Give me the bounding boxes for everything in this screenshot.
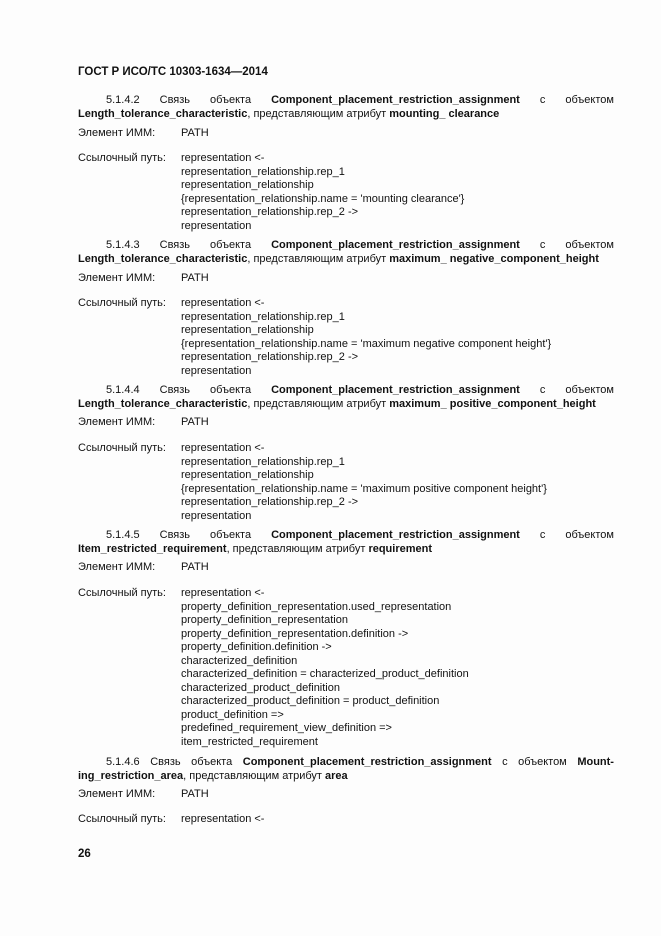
attribute-name: requirement [368,543,433,555]
attribute-name: maximum_ negative_component_height [389,253,599,265]
target-entity: Length_tolerance_characteristic [78,398,248,410]
attribute-name: area [325,770,348,782]
imm-element-row: Элемент ИММ: PATH [78,788,209,800]
subject-entity: Component_placement_restriction_assignment [271,94,520,106]
section-number: 5.1.4.4 [106,384,140,396]
attribute-name: maximum_ positive_component_height [389,398,596,410]
section-5-1-4-2-intro: 5.1.4.2 Связь объекта Component_placement_restriction_assignment с объектом Length_tolerance_characteristic, представляющим атрибут mounting_ clearance [78,94,614,120]
section-number: 5.1.4.5 [106,529,140,541]
path-lines: representation <- [181,813,265,825]
section-5-1-4-5-intro: 5.1.4.5 Связь объекта Component_placement_restriction_assignment с объектом Item_restricted_requirement, представляющим атрибут requirement [78,529,614,555]
target-entity-start: Mount- [577,756,614,768]
path-lines: representation <- representation_relationship.rep_1 representation_relationship {representation_relationship.name = 'maximum negative component height'} representation_relationship.rep_2 -> representation [181,297,552,377]
section-5-1-4-4-intro: 5.1.4.4 Связь объекта Component_placement_restriction_assignment с объектом Length_tolerance_characteristic, представляющим атрибут maximum_ positive_component_height [78,384,614,410]
subject-entity: Component_placement_restriction_assignment [242,756,492,768]
path-lines: representation <- representation_relationship.rep_1 representation_relationship {representation_relationship.name = 'maximum positive component height'} representation_relationship.rep_2 -> representation [181,442,547,522]
target-entity: Length_tolerance_characteristic [78,253,248,265]
target-entity: Length_tolerance_characteristic [78,108,248,120]
subject-entity: Component_placement_restriction_assignment [271,384,520,396]
subject-entity: Component_placement_restriction_assignment [271,529,520,541]
subject-entity: Component_placement_restriction_assignment [271,239,520,251]
section-number: 5.1.4.6 [106,756,140,768]
target-entity: Item_restricted_requirement [78,543,227,555]
imm-element-row: Элемент ИММ: PATH [78,416,209,428]
imm-element-row: Элемент ИММ: PATH [78,561,209,573]
imm-element-row: Элемент ИММ: PATH [78,272,209,284]
attribute-name: mounting_ clearance [389,108,500,120]
target-entity: ing_restriction_area [78,770,184,782]
section-5-1-4-6-intro: 5.1.4.6 Связь объекта Component_placement_restriction_assignment с объектом Mount- ing_restriction_area, представляющим атрибут area [78,756,614,782]
path-lines: representation <- property_definition_representation.used_representation property_definition_representation property_definition_representation.definition -> property_definition.definition -> characterized_definition characterized_definition = characterized_product_definition characterized_product_definition characterized_product_definition = product_definition product_definition => predefined_requirement_view_definition => item_restricted_requirement [181,587,469,748]
page-number: 26 [78,848,91,860]
document-header: ГОСТ Р ИСО/ТС 10303-1634—2014 [78,66,268,78]
imm-element-row: Элемент ИММ: PATH [78,127,209,139]
section-number: 5.1.4.3 [106,239,140,251]
section-number: 5.1.4.2 [106,94,140,106]
path-lines: representation <- representation_relationship.rep_1 representation_relationship {representation_relationship.name = 'mounting clearance'} representation_relationship.rep_2 -> representation [181,152,465,232]
section-5-1-4-3-intro: 5.1.4.3 Связь объекта Component_placement_restriction_assignment с объектом Length_tolerance_characteristic, представляющим атрибут maximum_ negative_component_height [78,239,614,265]
